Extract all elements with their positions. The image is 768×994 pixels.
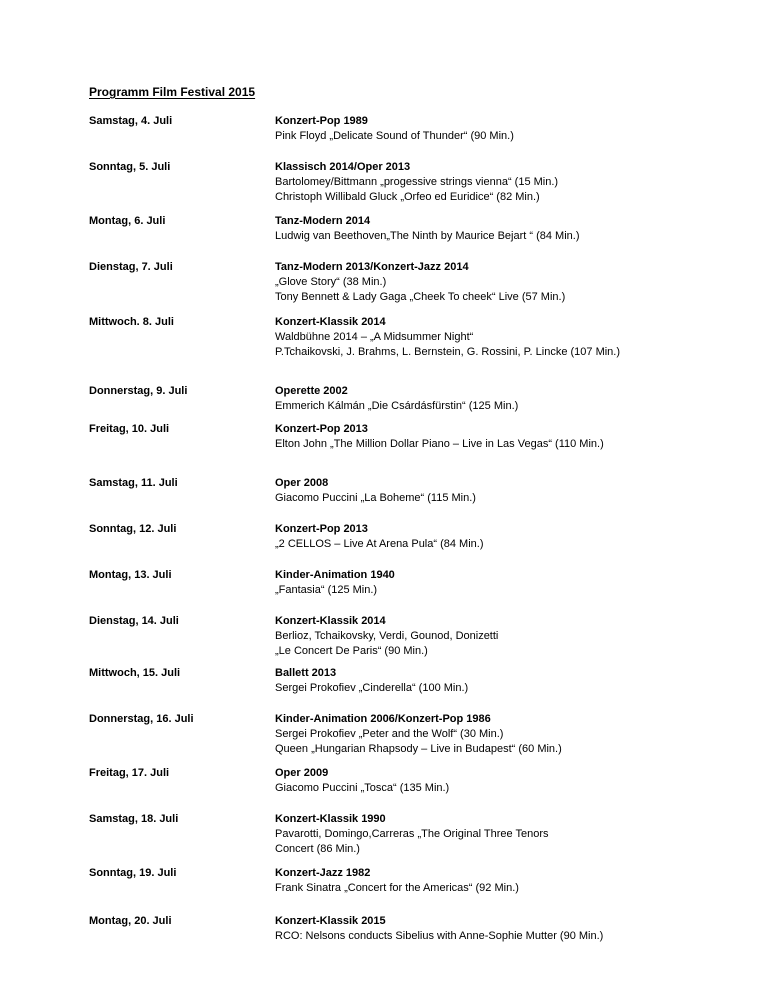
entry-description-line: Berlioz, Tchaikovsky, Verdi, Gounod, Donizetti xyxy=(275,630,499,642)
schedule-entry xyxy=(89,568,395,598)
entry-details xyxy=(275,384,518,414)
entry-category: Konzert-Pop 2013 xyxy=(275,523,368,535)
page-title: Programm Film Festival 2015 xyxy=(89,85,256,99)
entry-date: Dienstag, 7. Juli xyxy=(89,261,173,273)
entry-category: Konzert-Klassik 2014 xyxy=(275,316,386,328)
entry-date: Sonntag, 5. Juli xyxy=(89,161,171,173)
entry-description-line: Giacomo Puccini „Tosca“ (135 Min.) xyxy=(275,782,450,794)
schedule-entry xyxy=(89,712,562,757)
entry-category: Konzert-Jazz 1982 xyxy=(275,867,371,879)
entry-date: Sonntag, 19. Juli xyxy=(89,867,177,879)
entry-date: Montag, 20. Juli xyxy=(89,915,172,927)
entry-date: Donnerstag, 16. Juli xyxy=(89,713,194,725)
schedule-entry xyxy=(89,666,468,696)
entry-description-line: Sergei Prokofiev „Peter and the Wolf“ (30 Min.) xyxy=(275,728,504,740)
entry-details xyxy=(275,260,565,305)
schedule-entry xyxy=(89,114,514,144)
entry-date: Freitag, 10. Juli xyxy=(89,423,170,435)
schedule-entry xyxy=(89,476,476,506)
entry-description-line: „Glove Story“ (38 Min.) xyxy=(275,276,387,288)
entry-details xyxy=(275,666,468,696)
schedule-entry xyxy=(89,812,549,857)
entry-description-line: Ludwig van Beethoven„The Ninth by Maurice Bejart “ (84 Min.) xyxy=(275,230,580,242)
entry-description-line: Queen „Hungarian Rhapsody – Live in Budapest“ (60 Min.) xyxy=(275,743,562,755)
entry-date: Dienstag, 14. Juli xyxy=(89,615,179,627)
entry-details xyxy=(275,214,579,244)
entry-category: Konzert-Pop 2013 xyxy=(275,423,368,435)
entry-date: Samstag, 18. Juli xyxy=(89,813,179,825)
entry-details xyxy=(275,522,484,552)
entry-date: Sonntag, 12. Juli xyxy=(89,523,177,535)
entry-details xyxy=(275,812,549,857)
entry-details xyxy=(275,114,514,144)
schedule-entry xyxy=(89,384,518,414)
entry-date: Mittwoch, 15. Juli xyxy=(89,667,181,679)
entry-description-line: Sergei Prokofiev „Cinderella“ (100 Min.) xyxy=(275,682,469,694)
entry-description-line: Pavarotti, Domingo,Carreras „The Original Three Tenors xyxy=(275,828,549,840)
entry-details xyxy=(275,712,562,757)
entry-date: Montag, 6. Juli xyxy=(89,215,166,227)
schedule-entry xyxy=(89,160,558,205)
entry-date: Samstag, 4. Juli xyxy=(89,115,173,127)
entry-category: Konzert-Klassik 2015 xyxy=(275,915,386,927)
entry-description-line: Frank Sinatra „Concert for the Americas“ (92 Min.) xyxy=(275,882,519,894)
schedule-entry xyxy=(89,866,519,896)
entry-details xyxy=(275,568,395,598)
entry-details xyxy=(275,422,604,452)
entry-date: Donnerstag, 9. Juli xyxy=(89,385,188,397)
entry-description-line: Elton John „The Million Dollar Piano – Live in Las Vegas“ (110 Min.) xyxy=(275,438,604,450)
entry-date: Mittwoch. 8. Juli xyxy=(89,316,174,328)
entry-description-line: Christoph Willibald Gluck „Orfeo ed Euridice“ (82 Min.) xyxy=(275,191,540,203)
entry-category: Oper 2008 xyxy=(275,477,329,489)
entry-description-line: Concert (86 Min.) xyxy=(275,843,360,855)
entry-category: Konzert-Klassik 1990 xyxy=(275,813,386,825)
entry-details xyxy=(275,614,498,659)
schedule-entry xyxy=(89,914,603,944)
entry-category: Konzert-Klassik 2014 xyxy=(275,615,386,627)
entry-description-line: RCO: Nelsons conducts Sibelius with Anne-Sophie Mutter (90 Min.) xyxy=(275,930,604,942)
entry-date: Freitag, 17. Juli xyxy=(89,767,170,779)
schedule-entry xyxy=(89,766,449,796)
entry-category: Kinder-Animation 2006/Konzert-Pop 1986 xyxy=(275,713,491,725)
schedule-entry xyxy=(89,422,604,452)
entry-description-line: P.Tchaikovski, J. Brahms, L. Bernstein, G. Rossini, P. Lincke (107 Min.) xyxy=(275,346,621,358)
entry-date: Montag, 13. Juli xyxy=(89,569,172,581)
entry-category: Operette 2002 xyxy=(275,385,348,397)
entry-details xyxy=(275,160,558,205)
entry-description-line: Bartolomey/Bittmann „progessive strings vienna“ (15 Min.) xyxy=(275,176,559,188)
entry-category: Konzert-Pop 1989 xyxy=(275,115,368,127)
entry-category: Tanz-Modern 2013/Konzert-Jazz 2014 xyxy=(275,261,469,273)
entry-description-line: Tony Bennett & Lady Gaga „Cheek To cheek“ Live (57 Min.) xyxy=(275,291,566,303)
schedule-entry xyxy=(89,214,579,244)
entry-details xyxy=(275,914,603,944)
schedule-entry xyxy=(89,522,484,552)
entry-date: Samstag, 11. Juli xyxy=(89,477,178,489)
entry-category: Klassisch 2014/Oper 2013 xyxy=(275,161,411,173)
entry-description-line: „Fantasia“ (125 Min.) xyxy=(275,584,378,596)
entry-details xyxy=(275,476,476,506)
entry-category: Ballett 2013 xyxy=(275,667,337,679)
entry-details xyxy=(275,866,519,896)
schedule-entry xyxy=(89,260,565,305)
entry-category: Oper 2009 xyxy=(275,767,329,779)
entry-category: Kinder-Animation 1940 xyxy=(275,569,395,581)
entry-category: Tanz-Modern 2014 xyxy=(275,215,371,227)
entry-details xyxy=(275,315,620,360)
entry-description-line: „Le Concert De Paris“ (90 Min.) xyxy=(275,645,428,657)
entry-description-line: „2 CELLOS – Live At Arena Pula“ (84 Min.) xyxy=(275,538,484,550)
entry-description-line: Waldbühne 2014 – „A Midsummer Night“ xyxy=(275,331,474,343)
entry-description-line: Giacomo Puccini „La Boheme“ (115 Min.) xyxy=(275,492,476,504)
entry-description-line: Emmerich Kálmán „Die Csárdásfürstin“ (125 Min.) xyxy=(275,400,519,412)
schedule-entry xyxy=(89,315,620,360)
entry-description-line: Pink Floyd „Delicate Sound of Thunder“ (90 Min.) xyxy=(275,130,514,142)
schedule-entry xyxy=(89,614,498,659)
entry-details xyxy=(275,766,449,796)
